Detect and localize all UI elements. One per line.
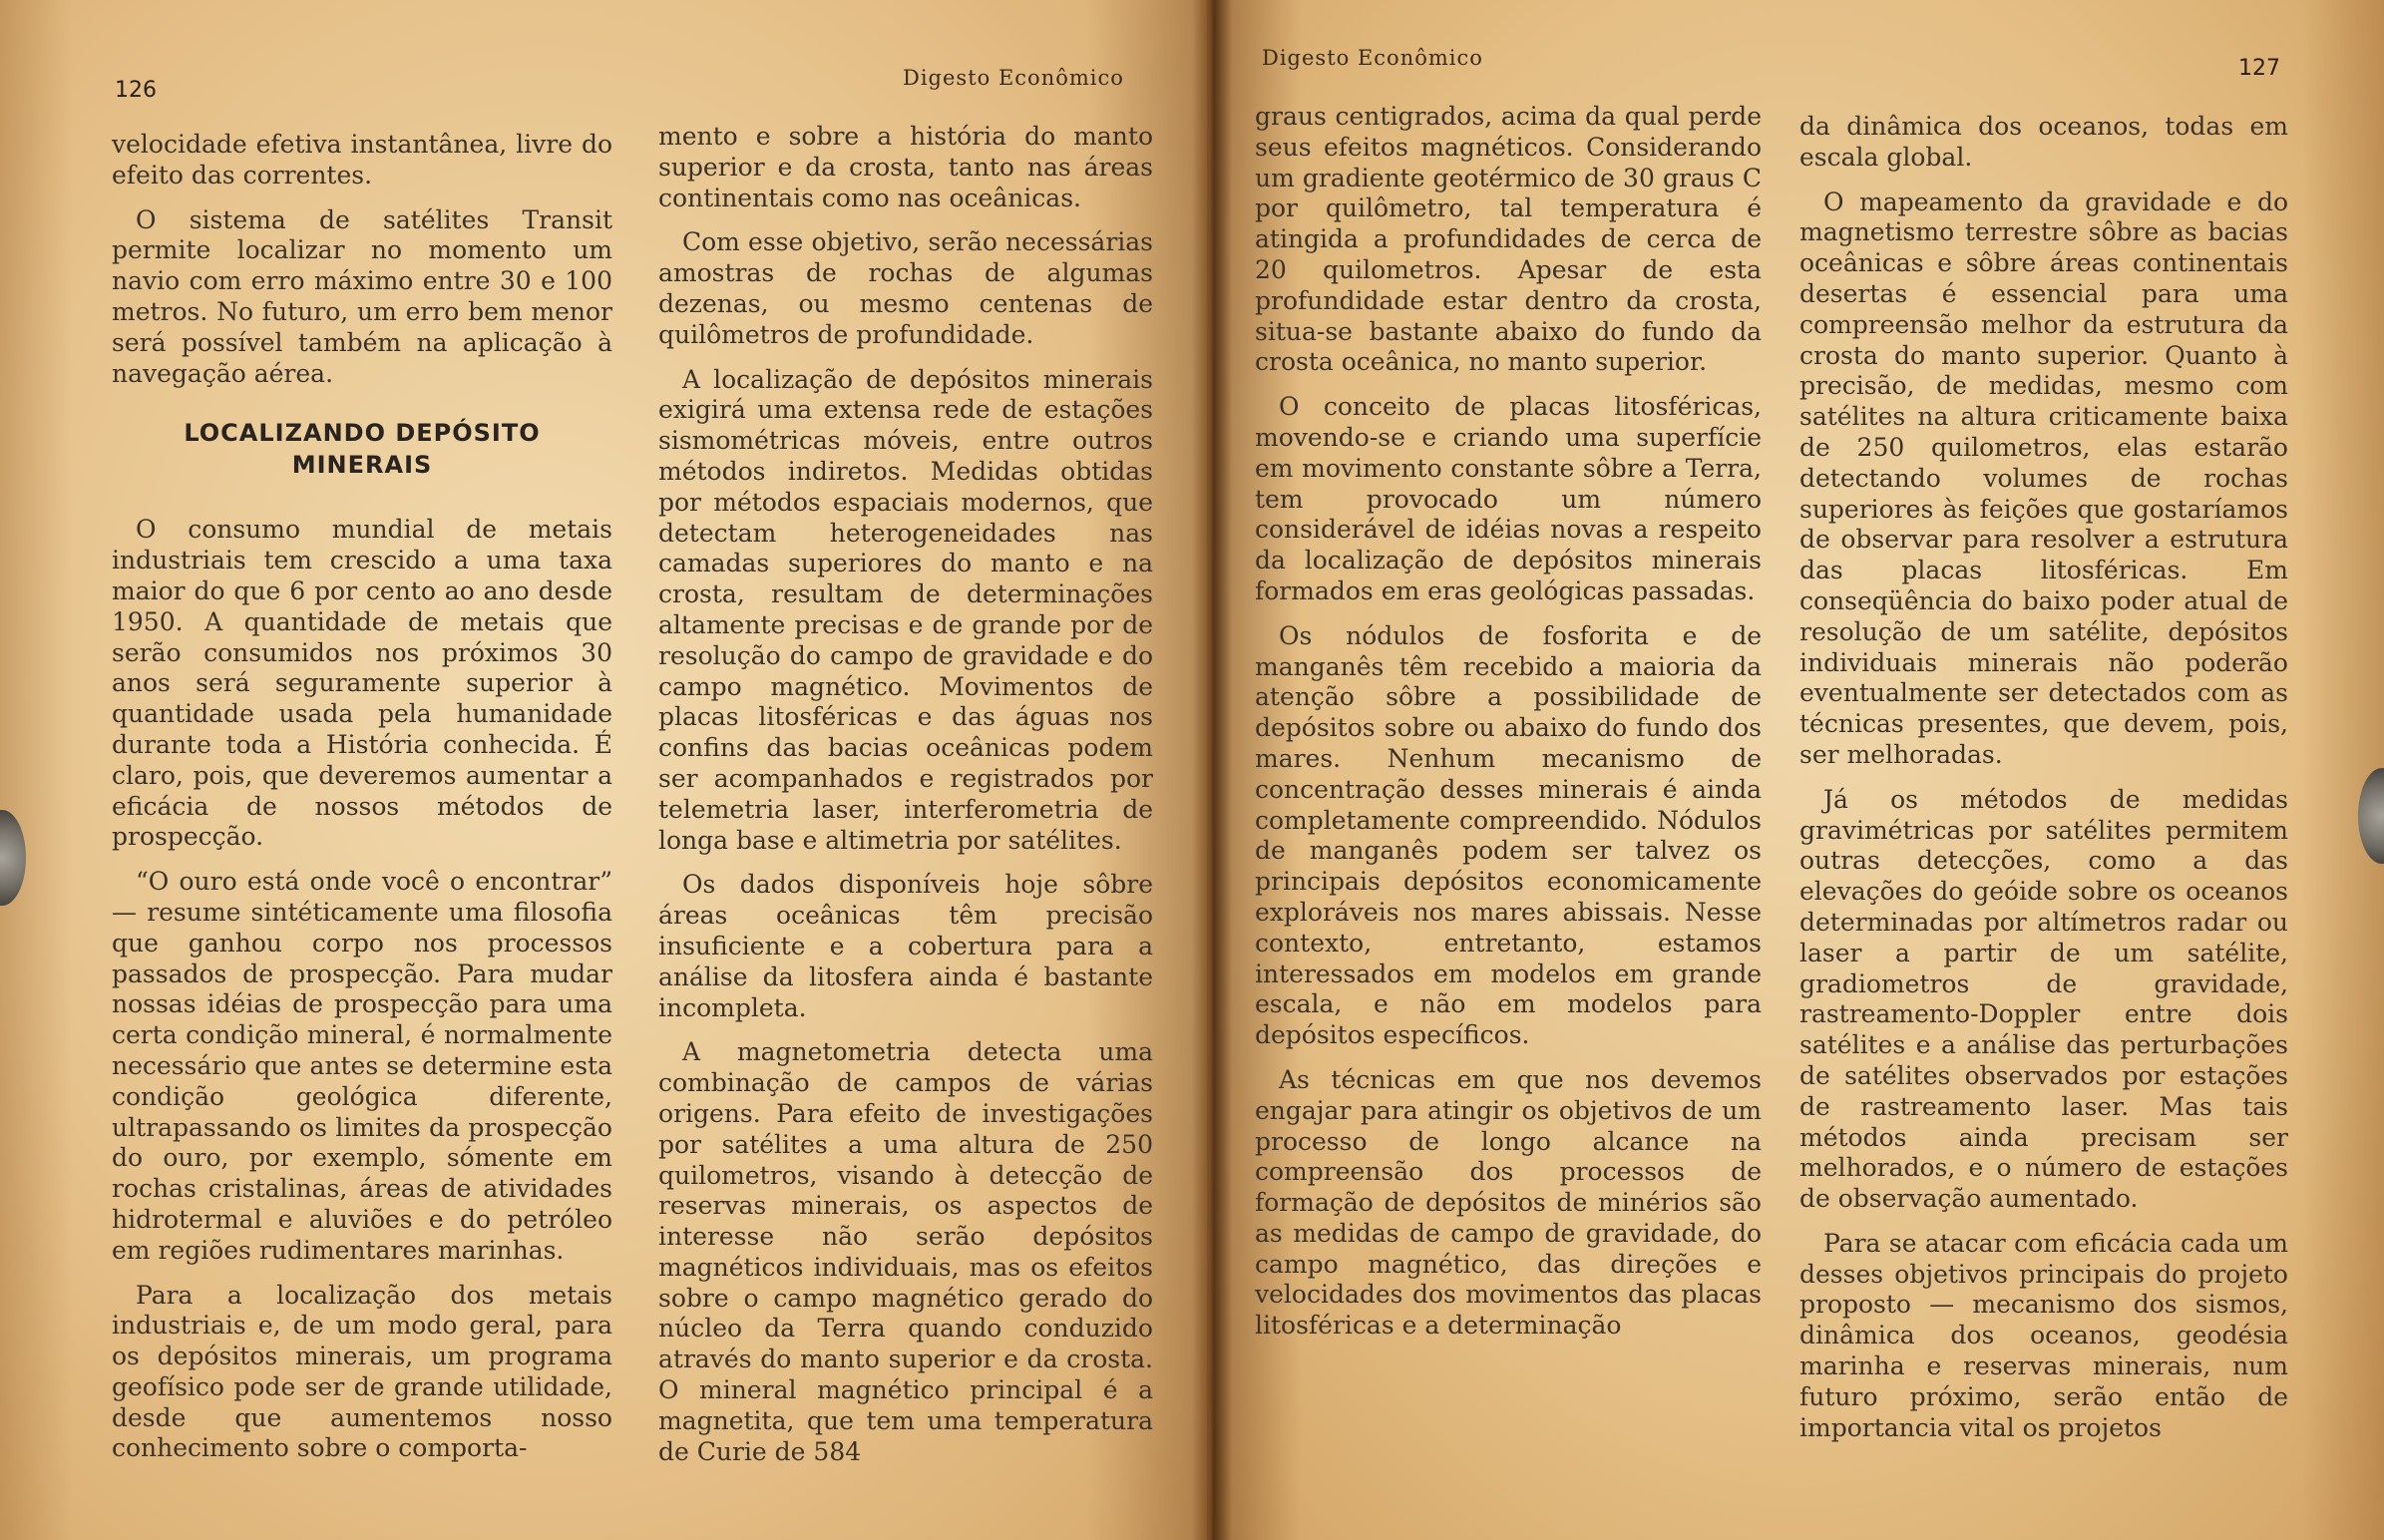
paragraph: mento e sobre a história do manto superior e da crosta, tanto nas áreas continentais como nas oceânicas. [658, 122, 1153, 212]
running-head: Digesto Econômico [1262, 46, 1483, 70]
running-head: Digesto Econômico [903, 66, 1124, 90]
book-gutter [1192, 0, 1232, 1540]
page-number: 126 [115, 78, 157, 103]
section-heading: LOCALIZANDO DEPÓSITO MINERAIS [184, 419, 541, 480]
binding-hole [0, 810, 26, 906]
paragraph: Já os métodos de medidas gravimétricas por satélites permitem outras detecções, como a das elevações do geóide sobre os oceanos determinadas por altímetros radar ou laser a partir de um satélite, gradiometros de gravidade, rastreamento-Doppler entre dois satélites e a análise das perturbações de satélites observados por estações de rastreamento laser. Mas tais métodos ainda precisam ser melhorados, e o número de estações de observação aumentado. [1799, 784, 2288, 1214]
binding-hole [2358, 768, 2384, 864]
paragraph: Os dados disponíveis hoje sôbre áreas oceânicas têm precisão insuficiente e a cobertura para a análise da litosfera ainda é bastante incompleta. [658, 870, 1153, 1022]
paragraph: As técnicas em que nos devemos engajar para atingir os objetivos de um processo de longo alcance na compreensão dos processos de formação de depósitos de minérios são as medidas de campo de gravidade, do campo magnético, das direções e velocidades dos movimentos das placas litosféricas e a determinação [1255, 1064, 1762, 1341]
paragraph: Com esse objetivo, serão necessárias amostras de rochas de algumas dezenas, ou mesmo centenas de quilômetros de profundidade. [658, 227, 1153, 349]
left-column-1 [112, 130, 612, 1478]
right-column-2 [1799, 112, 2288, 1457]
paragraph: O consumo mundial de metais industriais tem crescido a uma taxa maior do que 6 por cento ao ano desde 1950. A quantidade de metais que serão consumidos nos próximos 30 anos será seguramente superior à quantidade usada pela humanidade durante toda a História conhecida. É claro, pois, que deveremos aumentar a eficácia de nossos métodos de prospecção. [112, 515, 612, 852]
right-column-1 [1255, 102, 1762, 1355]
paragraph: O conceito de placas litosféricas, movendo-se e criando uma superfície em movimento constante sôbre a Terra, tem provocado um número considerável de idéias novas a respeito da localização de depósitos minerais formados em eras geológicas passadas. [1255, 392, 1762, 605]
paragraph: velocidade efetiva instantânea, livre do efeito das correntes. [112, 130, 612, 190]
right-page [1207, 0, 2384, 1540]
left-column-2 [658, 122, 1153, 1481]
paragraph: graus centigrados, acima da qual perde seus efeitos magnéticos. Considerando um gradiente geotérmico de 30 graus C por quilômetro, tal temperatura é atingida a profundidades de cerca de 20 quilometros. Apesar de esta profundidade estar dentro da crosta, situa-se bastante abaixo do fundo da crosta oceânica, no manto superior. [1255, 102, 1762, 377]
paragraph: O mapeamento da gravidade e do magnetismo terrestre sôbre as bacias oceânicas e sôbre áreas continentais desertas é essencial para uma compreensão melhor da estrutura da crosta do manto superior. Quanto à precisão, de medidas, mesmo com satélites na altura criticamente baixa de 250 quilometros, elas estarão detectando volumes de rochas superiores às feições que gostaríamos de observar para resolver a estrutura das placas litosféricas. Em conseqüência do baixo poder atual de resolução de um satélite, depósitos individuais minerais não poderão eventualmente ser detectados com as técnicas presentes, que devem, pois, ser melhoradas. [1799, 187, 2288, 769]
paragraph: da dinâmica dos oceanos, todas em escala global. [1799, 112, 2288, 172]
paragraph: A localização de depósitos minerais exigirá uma extensa rede de estações sismométricas móveis, entre outros métodos indiretos. Medidas obtidas por métodos espaciais modernos, que detectam heterogeneidades nas camadas superiores do manto e na crosta, resultam de determinações altamente precisas e de grande por de resolução do campo de gravidade e do campo magnético. Movimentos de placas litosféricas e das águas nos confins das bacias oceânicas podem ser acompanhados e registrados por telemetria laser, interferometria de longa base e altimetria por satélites. [658, 364, 1153, 855]
paragraph: Os nódulos de fosforita e de manganês têm recebido a maioria da atenção sôbre a possibilidade de depósitos sobre ou abaixo do fundo dos mares. Nenhum mecanismo de concentração desses minerais é ainda completamente compreendido. Nódulos de manganês podem ser talvez os principais depósitos economicamente exploráveis nos mares abissais. Nesse contexto, entretanto, estamos interessados em modelos em grande escala, e não em modelos para depósitos específicos. [1255, 620, 1762, 1050]
paragraph: O sistema de satélites Transit permite localizar no momento um navio com erro máximo entre 30 e 100 metros. No futuro, um erro bem menor será possível também na aplicação à navegação aérea. [112, 204, 612, 388]
paragraph: Para a localização dos metais industriais e, de um modo geral, para os depósitos minerais, um programa geofísico pode ser de grande utilidade, desde que aumentemos nosso conhecimento sobre o comporta- [112, 1280, 612, 1463]
paragraph: A magnetometria detecta uma combinação de campos de várias origens. Para efeito de investigações por satélites a uma altura de 250 quilometros, visando à detecção de reservas minerais, os aspectos de interesse não serão depósitos magnéticos individuais, mas os efeitos sobre o campo magnético gerado do núcleo da Terra quando conduzido através do manto superior e da crosta. O mineral magnético principal é a magnetita, que tem uma temperatura de Curie de 584 [658, 1037, 1153, 1466]
paragraph: Para se atacar com eficácia cada um desses objetivos principais do projeto proposto — mecanismo dos sismos, dinâmica dos oceanos, geodésia marinha e reservas minerais, num futuro próximo, serão então de importancia vital os projetos [1799, 1228, 2288, 1442]
page-number: 127 [2238, 56, 2280, 81]
paragraph: “O ouro está onde você o encontrar” — resume sintéticamente uma filosofia que ganhou corpo nos processos passados de prospecção. Para mudar nossas idéias de prospecção para uma certa condição mineral, é normalmente necessário que antes se determine esta condição geológica diferente, ultrapassando os limites da prospecção do ouro, por exemplo, sómente em rochas cristalinas, áreas de atividades hidrotermal e aluviões e do petróleo em regiões rudimentares marinhas. [112, 867, 612, 1265]
